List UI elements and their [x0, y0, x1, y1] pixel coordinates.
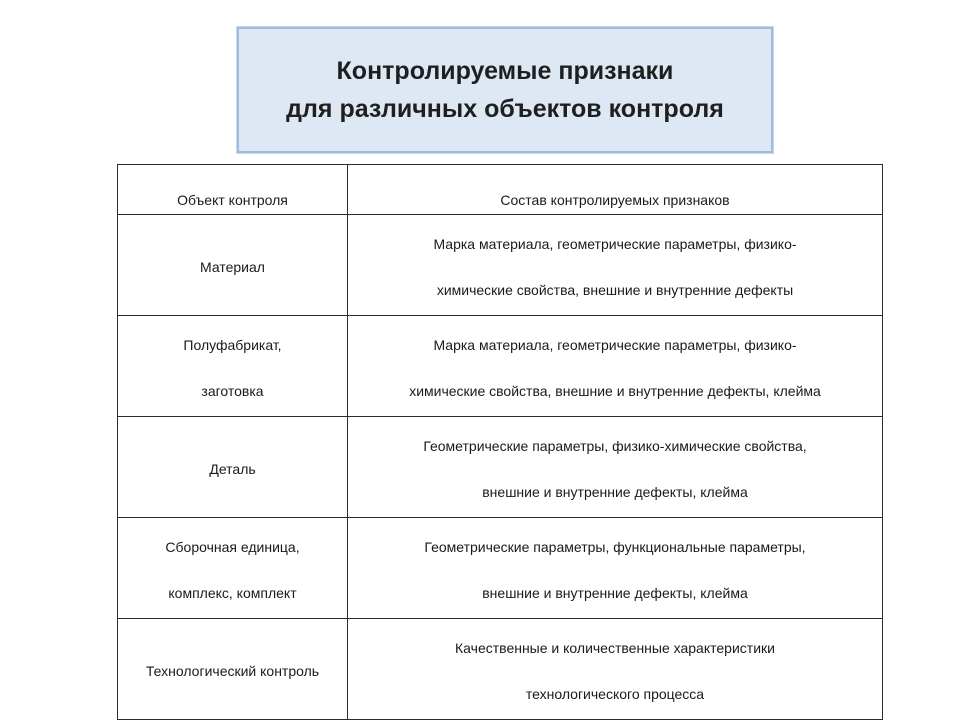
attributes-text: Геометрические параметры, функциональные параметры, — [424, 539, 806, 555]
object-text: Полуфабрикат, — [183, 337, 282, 353]
object-cell — [118, 619, 348, 720]
slide-title-line-1: Контролируемые признаки — [336, 57, 674, 85]
table-header-row — [118, 165, 883, 215]
control-attributes-table — [117, 164, 883, 720]
attributes-text: внешние и внутренние дефекты, клейма — [482, 585, 748, 601]
header-attributes-label: Состав контролируемых признаков — [500, 191, 730, 208]
attributes-text: химические свойства, внешние и внутренние дефекты — [436, 282, 794, 298]
attributes-text: Геометрические параметры, физико-химические свойства, — [423, 438, 807, 454]
object-text: комплекс, комплект — [168, 585, 297, 601]
header-attributes-cell — [348, 165, 883, 215]
table-row — [118, 316, 883, 417]
slide-title-box — [237, 27, 773, 153]
object-text: заготовка — [201, 383, 264, 399]
attributes-text: Марка материала, геометрические параметры, физико- — [433, 236, 797, 252]
table-row — [118, 417, 883, 518]
slide-title-line-2: для различных объектов контроля — [286, 95, 724, 123]
table-row — [118, 215, 883, 316]
object-text: Деталь — [209, 461, 256, 477]
header-object-cell — [118, 165, 348, 215]
header-object-label: Объект контроля — [177, 191, 288, 208]
attributes-cell — [348, 215, 883, 316]
attributes-text: внешние и внутренние дефекты, клейма — [482, 484, 748, 500]
object-cell — [118, 316, 348, 417]
attributes-cell — [348, 619, 883, 720]
table-row — [118, 518, 883, 619]
table-row — [118, 619, 883, 720]
object-cell — [118, 417, 348, 518]
object-text: Сборочная единица, — [165, 539, 300, 555]
attributes-text: технологического процесса — [525, 686, 705, 702]
object-text: Технологический контроль — [145, 663, 320, 679]
attributes-text: химические свойства, внешние и внутренние дефекты, клейма — [409, 383, 821, 399]
attributes-cell — [348, 417, 883, 518]
attributes-text: Качественные и количественные характеристики — [455, 640, 775, 656]
attributes-text: Марка материала, геометрические параметры, физико- — [433, 337, 797, 353]
attributes-cell — [348, 316, 883, 417]
attributes-cell — [348, 518, 883, 619]
object-cell — [118, 215, 348, 316]
object-cell — [118, 518, 348, 619]
object-text: Материал — [200, 259, 265, 275]
